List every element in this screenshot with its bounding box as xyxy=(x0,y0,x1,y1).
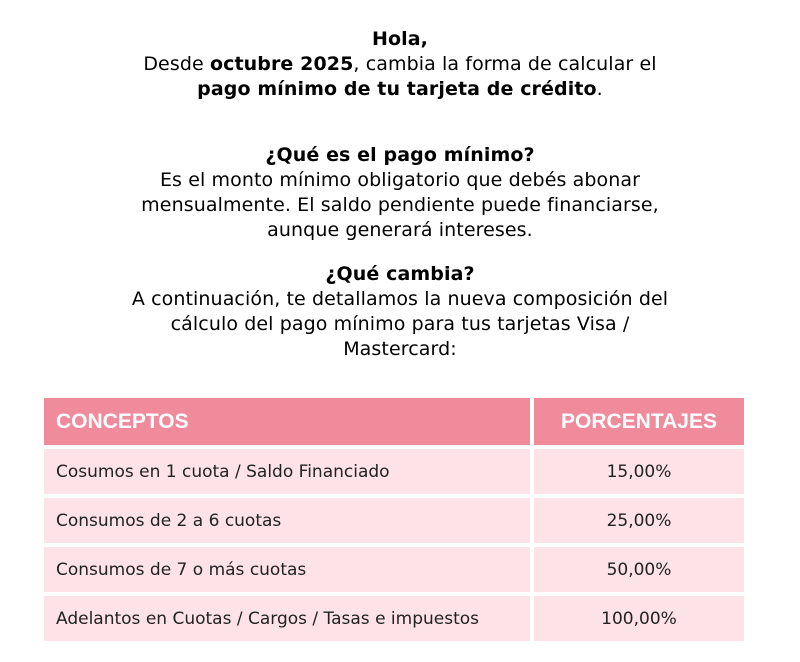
table-row xyxy=(44,547,744,592)
concept-cell: Adelantos en Cuotas / Cargos / Tasas e impuestos xyxy=(44,596,530,641)
what-changes-text: cálculo del pago mínimo para tus tarjetas Visa / xyxy=(170,313,630,335)
concept-cell: Consumos de 7 o más cuotas xyxy=(44,547,530,592)
intro-topic: pago mínimo de tu tarjeta de crédito xyxy=(197,78,597,100)
what-changes-section xyxy=(0,262,800,362)
what-is-text: mensualmente. El saldo pendiente puede financiarse, xyxy=(141,194,659,216)
what-is-heading: ¿Qué es el pago mínimo? xyxy=(265,144,535,166)
intro-prefix: Desde xyxy=(143,53,210,75)
what-changes-heading: ¿Qué cambia? xyxy=(325,263,475,285)
intro-suffix: , cambia la forma de calcular el xyxy=(353,53,657,75)
minimum-payment-table xyxy=(44,398,744,641)
what-is-section xyxy=(0,143,800,243)
table-row xyxy=(44,596,744,641)
what-changes-text: A continuación, te detallamos la nueva composición del xyxy=(131,288,669,310)
header-conceptos: CONCEPTOS xyxy=(44,398,530,445)
what-is-text: aunque generará intereses. xyxy=(267,219,533,241)
table-row xyxy=(44,498,744,543)
what-is-text: Es el monto mínimo obligatorio que debés abonar xyxy=(159,169,641,191)
greeting-hello: Hola, xyxy=(371,28,428,50)
intro-line-2 xyxy=(0,77,800,102)
intro-period: . xyxy=(596,78,603,100)
percentage-cell: 25,00% xyxy=(534,498,744,543)
intro-line xyxy=(0,52,800,77)
concept-cell: Cosumos en 1 cuota / Saldo Financiado xyxy=(44,449,530,494)
header-porcentajes: PORCENTAJES xyxy=(534,398,744,445)
percentage-cell: 15,00% xyxy=(534,449,744,494)
table-row xyxy=(44,449,744,494)
intro-date: octubre 2025 xyxy=(209,53,354,75)
intro-block xyxy=(0,27,800,102)
what-changes-text: Mastercard: xyxy=(343,338,457,360)
percentage-cell: 100,00% xyxy=(534,596,744,641)
percentage-cell: 50,00% xyxy=(534,547,744,592)
table-header-row xyxy=(44,398,744,445)
concept-cell: Consumos de 2 a 6 cuotas xyxy=(44,498,530,543)
